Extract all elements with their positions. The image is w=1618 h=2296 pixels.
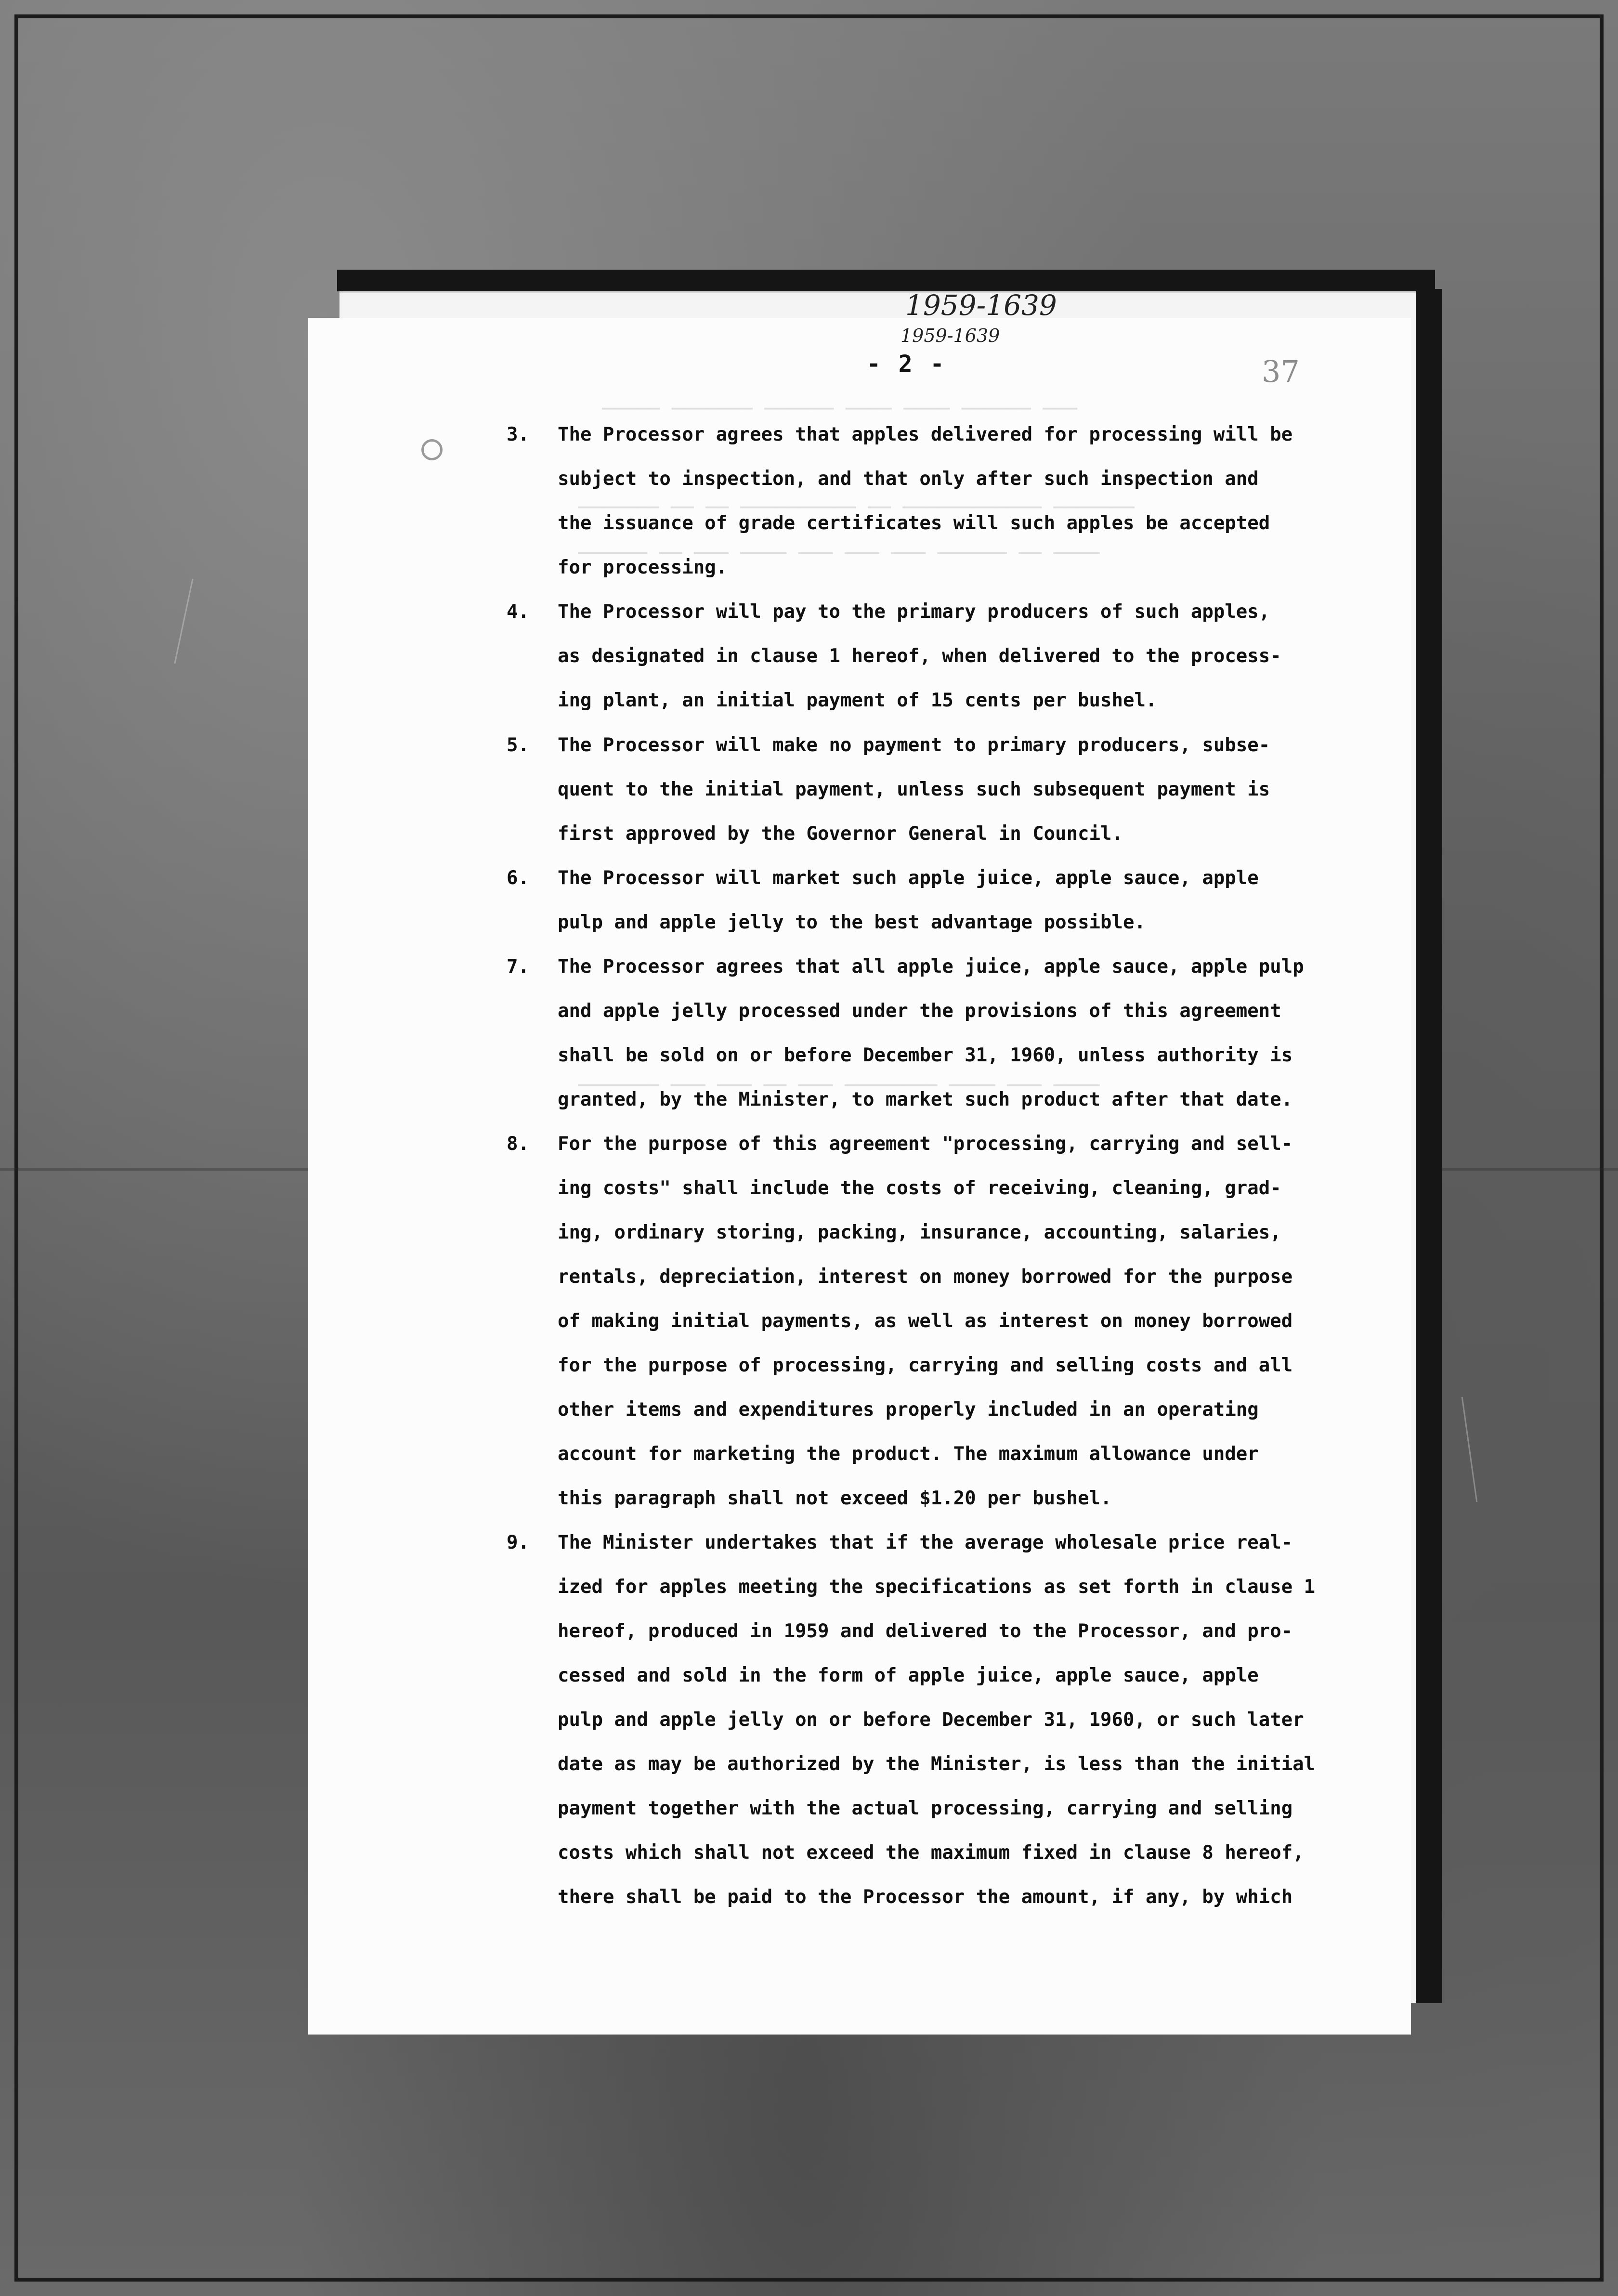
- clause-text-line: and apple jelly processed under the provisions of this agreement: [558, 1000, 1281, 1022]
- handwritten-number-second: 1959-1639: [900, 325, 1000, 346]
- clause-text-line: account for marketing the product. The maximum allowance under: [558, 1443, 1259, 1465]
- clause-number: 4.: [507, 601, 529, 623]
- clause-text-line: granted, by the Minister, to market such product after that date.: [558, 1089, 1293, 1110]
- punch-hole-mark: [421, 439, 443, 460]
- clause-text-line: first approved by the Governor General in Council.: [558, 823, 1123, 845]
- clause-text-line: The Processor agrees that apples delivered for processing will be: [558, 424, 1293, 445]
- bleed-through-text: _______ ___ ___ __ ___ ________ ____ ___ ____: [578, 1064, 1100, 1086]
- clause-text-line: The Processor will market such apple juice, apple sauce, apple: [558, 867, 1259, 889]
- clause-number: 5.: [507, 734, 529, 756]
- clause-number: 8.: [507, 1133, 529, 1155]
- clause-text-line: of making initial payments, as well as interest on money borrowed: [558, 1310, 1293, 1332]
- clause-text-line: ing plant, an initial payment of 15 cents per bushel.: [558, 690, 1157, 711]
- clause-text-line: the issuance of grade certificates will such apples be accepted: [558, 512, 1270, 534]
- clause-text-line: The Processor will pay to the primary producers of such apples,: [558, 601, 1270, 623]
- clause-text-line: subject to inspection, and that only after such inspection and: [558, 468, 1259, 490]
- clause-text-line: ized for apples meeting the specifications as set forth in clause 1: [558, 1576, 1316, 1598]
- clause-text-line: as designated in clause 1 hereof, when delivered to the process-: [558, 645, 1281, 667]
- bleed-through-text: _____ _______ ______ ____ ____ ______ ___: [602, 388, 1078, 410]
- bleed-through-text: _______ __ __ __________ __ ____________ _______: [578, 486, 1135, 509]
- clause-text-line: ing costs" shall include the costs of receiving, cleaning, grad-: [558, 1177, 1281, 1199]
- clause-text-line: pulp and apple jelly on or before December 31, 1960, or such later: [558, 1709, 1304, 1731]
- stamp-number: 37: [1262, 354, 1300, 389]
- clause-text-line: The Processor will make no payment to primary producers, subse-: [558, 734, 1270, 756]
- clause-text-line: for processing.: [558, 557, 728, 578]
- clause-text-line: costs which shall not exceed the maximum fixed in clause 8 hereof,: [558, 1842, 1304, 1864]
- clause-text-line: quent to the initial payment, unless such subsequent payment is: [558, 779, 1270, 800]
- clause-text-line: date as may be authorized by the Minister, is less than the initial: [558, 1753, 1316, 1775]
- document-page: [308, 318, 1411, 2035]
- clause-text-line: The Processor agrees that all apple juice, apple sauce, apple pulp: [558, 956, 1304, 978]
- clause-text-line: rentals, depreciation, interest on money borrowed for the purpose: [558, 1266, 1293, 1288]
- page-number: - 2 -: [867, 351, 946, 378]
- clause-number: 6.: [507, 867, 529, 889]
- clause-text-line: ing, ordinary storing, packing, insurance, accounting, salaries,: [558, 1222, 1281, 1243]
- clause-number: 9.: [507, 1532, 529, 1553]
- bleed-through-text: ______ __ ___ ____ ___ ___ ___ ______ __ ____: [578, 532, 1100, 554]
- clause-text-line: this paragraph shall not exceed $1.20 per bushel.: [558, 1487, 1112, 1509]
- sheet-shadow-right: [1413, 289, 1442, 2003]
- sheet-shadow-top: [337, 270, 1435, 291]
- clause-text-line: shall be sold on or before December 31, 1960, unless authority is: [558, 1044, 1293, 1066]
- clause-number: 7.: [507, 956, 529, 978]
- handwritten-number-top: 1959-1639: [905, 289, 1057, 322]
- clause-text-line: there shall be paid to the Processor the amount, if any, by which: [558, 1886, 1293, 1908]
- clause-text-line: pulp and apple jelly to the best advantage possible.: [558, 912, 1146, 933]
- clause-number: 3.: [507, 424, 529, 445]
- clause-text-line: hereof, produced in 1959 and delivered to the Processor, and pro-: [558, 1620, 1293, 1642]
- clause-text-line: for the purpose of processing, carrying and selling costs and all: [558, 1355, 1293, 1376]
- clause-text-line: other items and expenditures properly included in an operating: [558, 1399, 1259, 1421]
- clause-text-line: cessed and sold in the form of apple juice, apple sauce, apple: [558, 1665, 1259, 1686]
- clause-text-line: The Minister undertakes that if the average wholesale price real-: [558, 1532, 1293, 1553]
- clause-text-line: payment together with the actual processing, carrying and selling: [558, 1798, 1293, 1819]
- clause-text-line: For the purpose of this agreement "processing, carrying and sell-: [558, 1133, 1293, 1155]
